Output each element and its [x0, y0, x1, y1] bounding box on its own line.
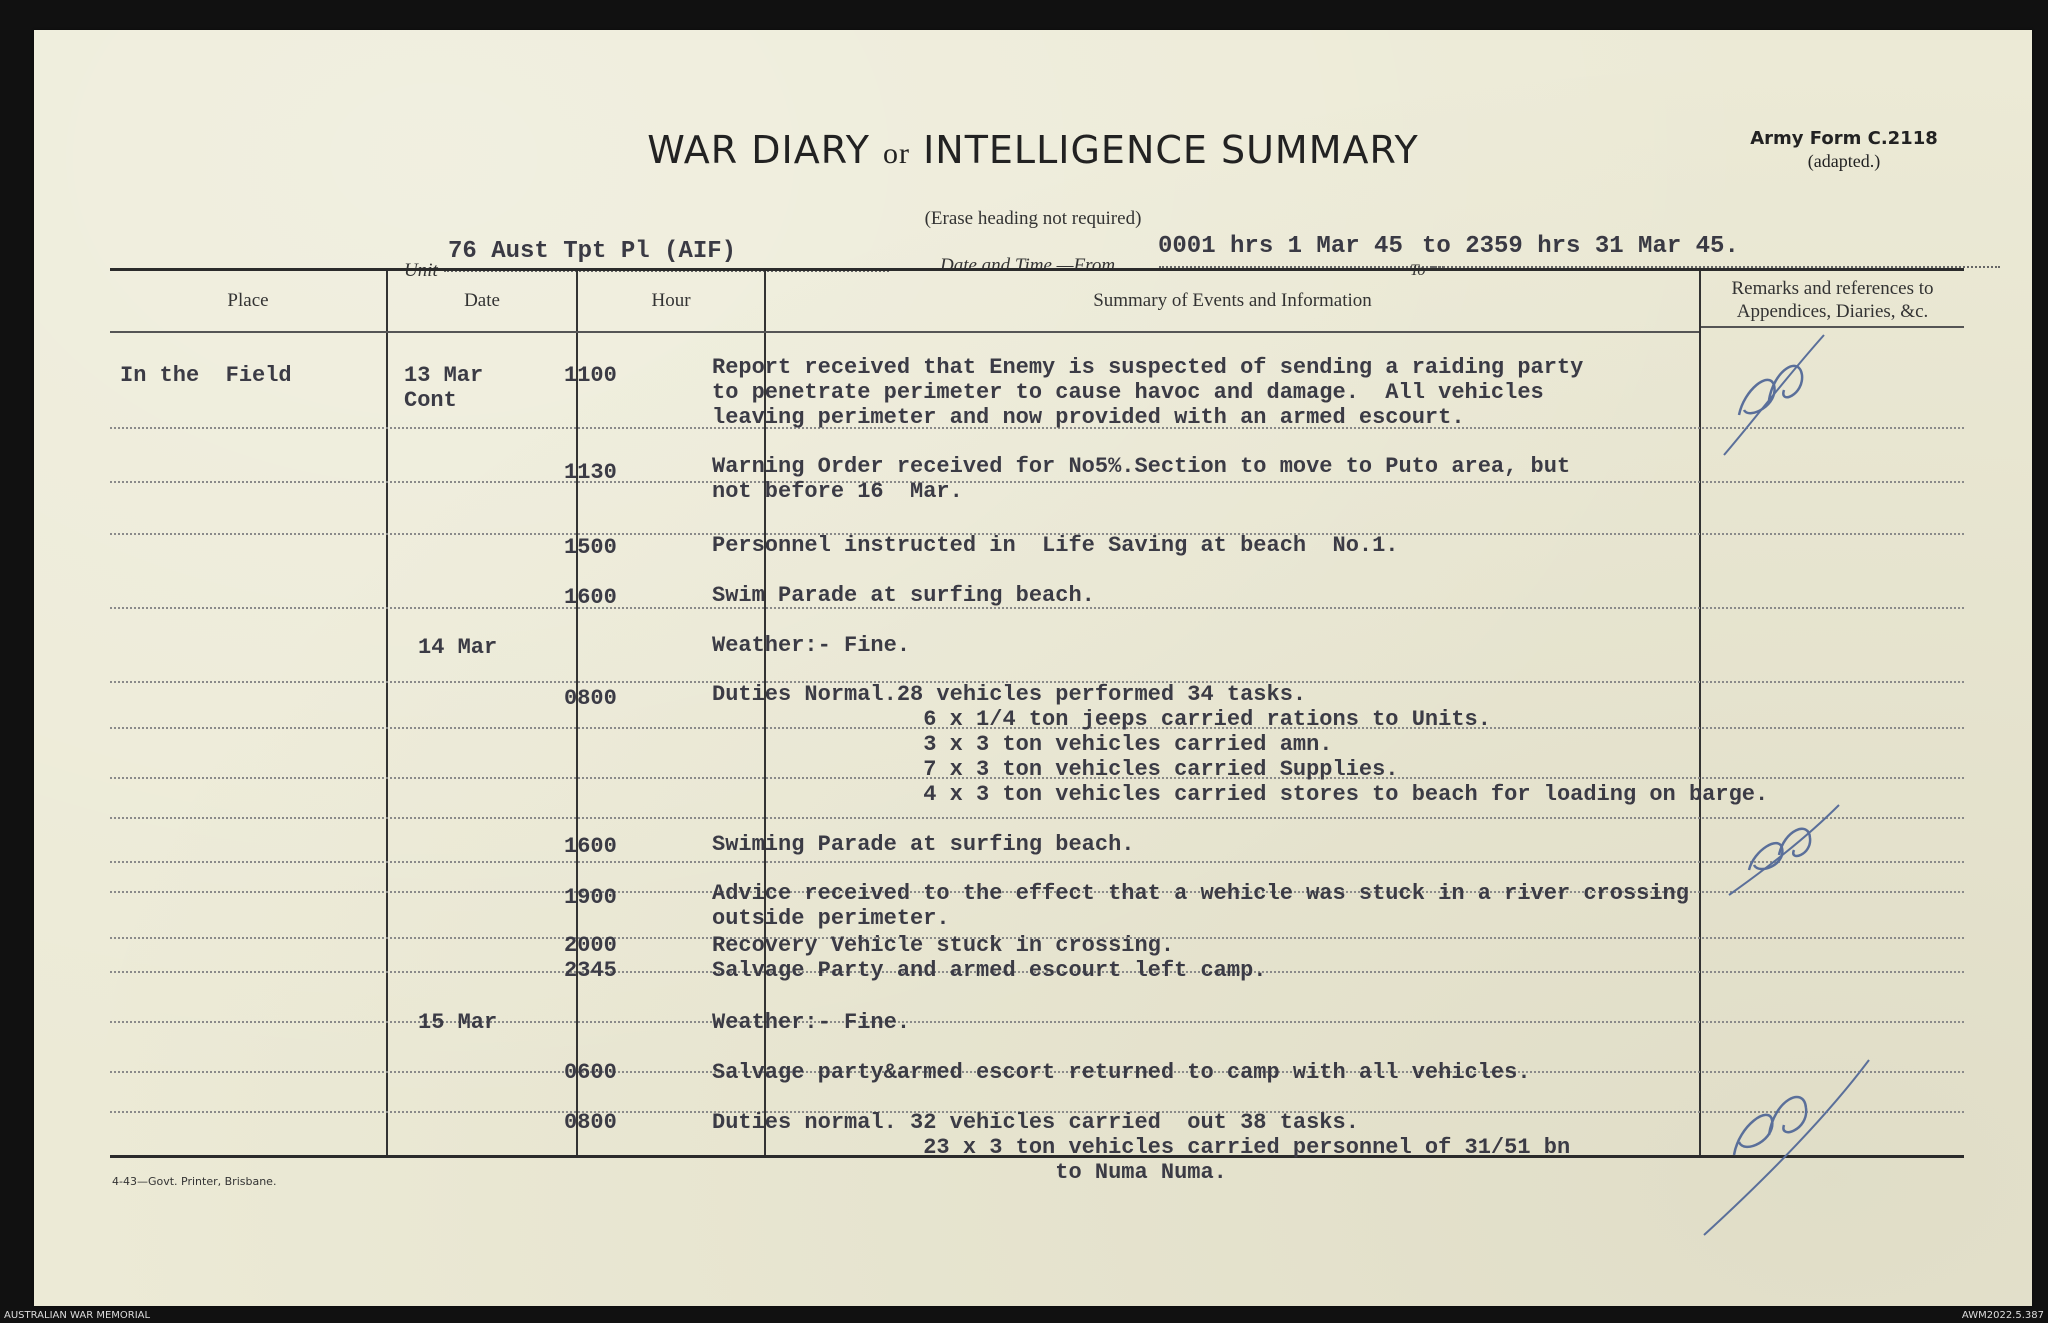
footer-reference: AWM2022.5.387 [1961, 1310, 2044, 1321]
entry-text: Weather:- Fine. [712, 1010, 911, 1035]
army-form-label [1734, 128, 1954, 172]
entry-text: Warning Order received for No5%.Section to move to Puto area, but not before 16 Mar. [712, 454, 1571, 504]
header-rule [110, 331, 1699, 333]
initials-signature [1724, 800, 1844, 900]
col-header-date: Date [464, 289, 500, 311]
footer-source: AUSTRALIAN WAR MEMORIAL [4, 1310, 151, 1321]
entry-hour: 1600 [564, 834, 617, 859]
initials-signature [1694, 1040, 1874, 1240]
col-header-summary: Summary of Events and Information [1093, 289, 1372, 311]
entry-text: Swiming Parade at surfing beach. [712, 832, 1135, 857]
entry-hour: 1500 [564, 535, 617, 560]
entry-text: Swim Parade at surfing beach. [712, 583, 1095, 608]
entry-hour: 0600 [564, 1060, 617, 1085]
entry-hour: 1100 [564, 363, 617, 388]
unit-label: Unit [404, 260, 438, 281]
entry-hour: 1900 [564, 885, 617, 910]
to-value: to 2359 hrs 31 Mar 45. [1422, 233, 1739, 260]
ruled-line [110, 861, 1964, 863]
ruled-line [110, 1021, 1964, 1023]
entry-text: Personnel instructed in Life Saving at beach No.1. [712, 533, 1399, 558]
army-form-adapted: (adapted.) [1807, 151, 1881, 171]
entry-text: Advice received to the effect that a wehicle was stuck in a river crossing outside perimeter. [712, 881, 1689, 931]
army-form-number: Army Form C.2118 [1750, 128, 1938, 149]
entry-place: In the Field [120, 363, 292, 388]
entry-hour: 0800 [564, 1110, 617, 1135]
col-header-hour: Hour [651, 289, 691, 311]
entry-text: Salvage party&armed escort returned to camp with all vehicles. [712, 1060, 1531, 1085]
from-value: 0001 hrs 1 Mar 45 [1158, 233, 1403, 260]
ruled-line [110, 817, 1964, 819]
col-header-remarks: Remarks and references to Appendices, Diaries, &c. [1731, 278, 1934, 322]
unit-value: 76 Aust Tpt Pl (AIF) [448, 238, 737, 265]
date-time-label: Date and Time.—From [940, 255, 1116, 276]
col-header-place: Place [227, 289, 269, 311]
printer-imprint: 4-43—Govt. Printer, Brisbane. [112, 1175, 277, 1188]
entry-hour: 1600 [564, 585, 617, 610]
entry-date: 14 Mar [418, 635, 498, 660]
page-subtitle: (Erase heading not required) [924, 208, 1142, 229]
entry-date: 13 Mar Cont [404, 363, 484, 413]
entry-text: Duties normal. 32 vehicles carried out 38 tasks. 23 x 3 ton vehicles carried personnel of 31/51 bn to Numa Numa. [712, 1110, 1571, 1185]
entry-hour: 1130 [564, 460, 617, 485]
initials-signature [1714, 330, 1834, 460]
entry-hour: 2000 2345 [564, 933, 617, 983]
page-title: WAR DIARY or INTELLIGENCE SUMMARY [647, 128, 1419, 172]
entry-text: Report received that Enemy is suspected of sending a raiding party to penetrate perimeter to cause havoc and damage. All vehicles leaving perimeter and now provided with an armed escourt. [712, 355, 1584, 430]
entry-hour: 0800 [564, 686, 617, 711]
entry-date: 15 Mar [418, 1010, 498, 1035]
to-label: To [1410, 262, 1426, 279]
entry-text: Weather:- Fine. [712, 633, 911, 658]
entry-text: Duties Normal.28 vehicles performed 34 tasks. 6 x 1/4 ton jeeps carried rations to Units. 3 x 3 ton vehicles carried amn. 7 x 3 ton vehicles carried Supplies. 4 x 3 ton vehicles carried stores to beach for loading on barge. [712, 682, 1769, 807]
entry-text: Recovery Vehicle stuck in crossing. Salvage Party and armed escourt left camp. [712, 933, 1267, 983]
diary-sheet [34, 30, 2032, 1306]
